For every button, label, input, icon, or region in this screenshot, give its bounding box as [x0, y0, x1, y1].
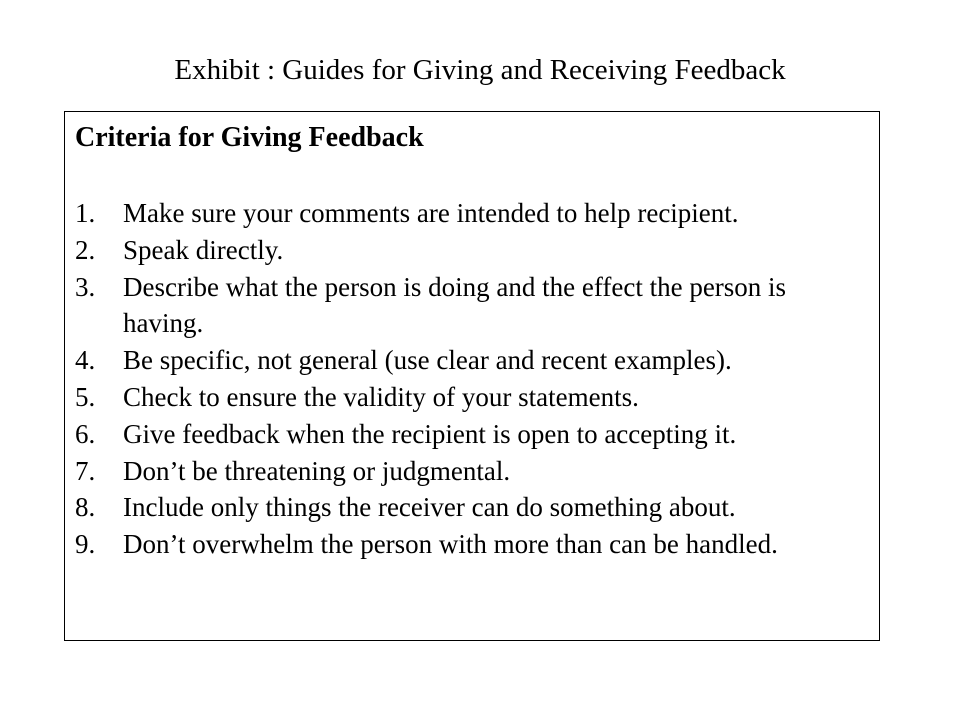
item-number: 8. — [75, 492, 96, 523]
criteria-list — [75, 195, 871, 563]
item-number: 6. — [75, 418, 96, 449]
item-text: Don’t overwhelm the person with more than can be handled. — [123, 529, 778, 560]
item-number: 2. — [75, 234, 96, 265]
criteria-item-1 — [75, 195, 871, 232]
criteria-item-5 — [75, 379, 871, 416]
item-text: Don’t be threatening or judgmental. — [123, 455, 511, 486]
item-number: 9. — [75, 529, 96, 560]
criteria-item-2 — [75, 232, 871, 269]
item-number: 5. — [75, 381, 96, 412]
item-text: Be specific, not general (use clear and recent examples). — [123, 345, 732, 376]
criteria-item-6 — [75, 416, 871, 453]
criteria-item-3 — [75, 269, 871, 343]
item-number: 4. — [75, 345, 96, 376]
box-heading: Criteria for Giving Feedback — [75, 122, 424, 153]
item-text: Describe what the person is doing and the effect the person is having. — [123, 271, 787, 339]
criteria-item-7 — [75, 453, 871, 490]
exhibit-title: Exhibit : Guides for Giving and Receiving Feedback — [174, 54, 786, 86]
item-text: Include only things the receiver can do something about. — [123, 492, 736, 523]
item-number: 3. — [75, 271, 96, 302]
item-text: Give feedback when the recipient is open to accepting it. — [123, 418, 737, 449]
criteria-item-9 — [75, 526, 871, 563]
item-number: 7. — [75, 455, 96, 486]
item-text: Make sure your comments are intended to help recipient. — [123, 198, 739, 228]
item-text: Speak directly. — [123, 234, 284, 265]
criteria-item-4 — [75, 342, 871, 379]
criteria-item-8 — [75, 489, 871, 526]
criteria-box — [64, 111, 880, 641]
item-number: 1. — [75, 198, 96, 228]
item-text: Check to ensure the validity of your statements. — [123, 381, 639, 412]
